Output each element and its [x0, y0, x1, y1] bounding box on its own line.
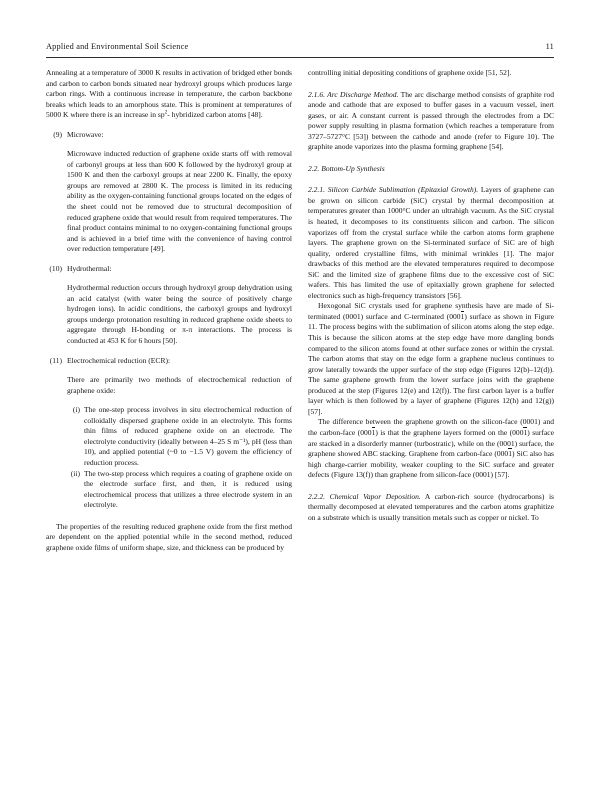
section-2-1-6-body: The arc discharge method consists of graphite rod anode and cathode that are exposed to buffer gases in a vacuum vessel, inert gases, or air. A constant current is passed through the electrodes from a DC power supply resulting in plasma formation (which reaches a temperature from 3727–5727°C [53]) between the cathode and anode (refer to Figure 10). The graphite anode vaporizes into the plasma forming graphene [54]. [308, 89, 554, 152]
list-item-10 [46, 264, 292, 275]
sub-list-item-i [67, 405, 292, 468]
difference-text-c: ) surface are stacked in a disorderly manner (turbostratic), while on the (0001) surface, the graphene showed ABC stacking. Graphene from carbon-face (000 [308, 427, 555, 459]
page-number: 11 [545, 42, 554, 51]
section-2-1-6 [308, 90, 554, 153]
list-item-11 [46, 356, 292, 367]
annealing-tail: - hybridized carbon atoms [48]. [167, 110, 263, 120]
list-title-11: Electrochemical reduction (ECR): [67, 355, 171, 365]
list-body-9: Microwave inducted reduction of graphene oxide starts off with removal of carbonyl groups at less than 600 K followed by the hydroxyl group at 1500 K and then the carboxyl groups at near 2200 K. Finally, the epoxy groups are removed at 2800 K. The process is limited in its reducing ability as the oxygen-containing functional groups located on the edges of the sheet could not be removed due to structural decomposition of reduced graphene oxide that would result from required temperatures. The final product contains minimal to no oxygen-containing functional groups and is achieved in a brief time with the convenience of having control over reduction temperature [49]. [67, 149, 292, 254]
section-2-2-2-body: A carbon-rich source (hydrocarbons) is thermally decomposed at elevated temperatures and the carbon atoms graphitize on a substrate which is usually transition metals such as copper or nickel. To [308, 491, 554, 522]
list-marker-9: (9) [53, 129, 62, 139]
section-2-2-2-label: 2.2.2. Chemical Vapor Deposition. [308, 491, 421, 501]
right-column [308, 68, 554, 764]
list-item-9 [46, 130, 292, 141]
section-2-2-1 [308, 185, 554, 301]
difference-text-d: ) SiC also has high charge-carrier mobility, weaker coupling to the SiC surface and greater defects (Figure 13(f)) than graphene from silicon-face (0001) [57]. [308, 449, 554, 480]
annealing-text: Annealing at a temperature of 3000 K results in activation of bridged ether bonds and carbon to carbon bonds situated near hydroxyl groups which produces large carbon rings. With a continuous increase in temperature, the carbon backbone breaks which leads to an amorphous state. This is prominent at temperatures of 5000 K where there is an increase in sp [46, 68, 292, 120]
paragraph-annealing [46, 68, 292, 121]
sub-list-body-ii: The two-step process which requires a coating of graphene oxide on the electrode surface first, and then, it is reduced using electrochemical process that utilizes a three electrode system in an electrolyte. [84, 468, 292, 510]
section-2-2-1-body: Layers of graphene can be grown on silicon carbide (SiC) crystal by thermal decomposition at temperatures greater than 1000°C under an ultrahigh vacuum. As the SiC crystal is heated, it decomposes to its constituents silicon and carbon. The silicon vaporizes off from the crystal surface while the carbon atoms form graphene layers. The graphene grown on the Si-terminated surface of SiC are of high quality, ordered crystalline films, with minimal wrinkles [1]. The major drawbacks of this method are the elevated temperatures required to decompose SiC and the limited size of graphene films due to the excessive cost of SiC wafers. This has limited the use of epitaxially grown graphene for selected electronics such as high-frequency transistors [56]. [308, 185, 554, 300]
sub-list-marker-i: (i) [72, 405, 80, 415]
running-head [46, 42, 554, 51]
hexagonal-text-b: ) surface as shown in Figure 11. The process begins with the sublimation of silicon atoms along the step edge. This is because the silicon atoms at the step edge have more dangling bonds compared to the silicon atoms found at other surface zones or within the crystal. The carbon atoms that stay on the edge form a graphene nucleus continues to grow laterally towards the upper surface of the step edge (Figures 12(b)–12(d)). The same graphene growth from the lower surface joins with the graphene produced at the step (Figures 12(e) and 12(f)). The first carbon layer is a buffer layer which is then followed by a layer of graphene (Figures 12(h) and 12(g)) [57]. [308, 311, 554, 416]
difference-text-b: ) is that the graphene layers formed on the (000 [375, 427, 524, 437]
paragraph-properties: The properties of the resulting reduced graphene oxide from the first method are dependent on the applied potential while in the second method, reduced graphene oxide films of uniform shape, size, and thickness can be produced by [46, 521, 292, 552]
sub-list-marker-ii: (ii) [70, 468, 80, 478]
section-2-1-6-label: 2.1.6. Arc Discharge Method. [308, 89, 399, 99]
hexagonal-text-a: Hexogonal SiC crystals used for graphene synthesis have are made of Si-terminated (0001) surface and C-terminated (000 [308, 301, 554, 321]
journal-title: Applied and Environmental Soil Science [46, 42, 189, 51]
miller-index-overline-4: 1 [508, 449, 512, 459]
list-title-9: Microwave: [67, 129, 104, 139]
sub-list-item-ii [67, 469, 292, 511]
header-rule [46, 57, 554, 58]
list-body-10: Hydrothermal reduction occurs through hydroxyl group dehydration using an acid catalyst (with water being the source of positively charge hydrogen ions). In acidic conditions, the carboxyl groups and hydroxyl groups undergo protonation resulting in reduced graphene oxide sheets to aggregate through H-bonding or π-π interactions. The process is conducted at 453 K for 6 hours [50]. [67, 283, 292, 346]
paragraph-hexagonal [308, 301, 554, 417]
section-2-2-heading: 2.2. Bottom-Up Synthesis [308, 163, 385, 173]
miller-index-overline-3: 1 [523, 427, 528, 437]
list-title-10: Hydrothermal: [67, 263, 112, 273]
difference-text-a: The difference between the graphene growth on the silicon-face (0001) and the carbon-face (000 [308, 417, 554, 437]
list-marker-11: (11) [49, 355, 62, 365]
section-2-2-2 [308, 492, 554, 524]
left-column [46, 68, 292, 764]
paragraph-difference [308, 417, 554, 480]
paragraph-controlling: controlling initial depositing conditions of graphene oxide [51, 52]. [308, 68, 512, 77]
body-columns [46, 68, 554, 764]
miller-index-overline-2: 1 [371, 427, 376, 437]
list-marker-10: (10) [49, 263, 62, 273]
section-2-2-1-label: 2.2.1. Silicon Carbide Sublimation (Epitaxial Growth). [308, 185, 479, 195]
miller-index-overline-1: 1 [460, 311, 465, 321]
sp-superscript: 2 [164, 109, 168, 116]
list-body-11: There are primarily two methods of electrochemical reduction of graphene oxide: [67, 375, 292, 395]
sub-list-body-i: The one-step process involves in situ electrochemical reduction of colloidally dispersed graphene oxide in an electrolyte. This forms thin films of reduced graphene oxide on an electrode. The electrolyte conductivity (ideally between 4–25 S m⁻¹), pH (less than 10), and applied potential (~0 to −1.5 V) govern the efficiency of reduction process. [84, 405, 292, 467]
